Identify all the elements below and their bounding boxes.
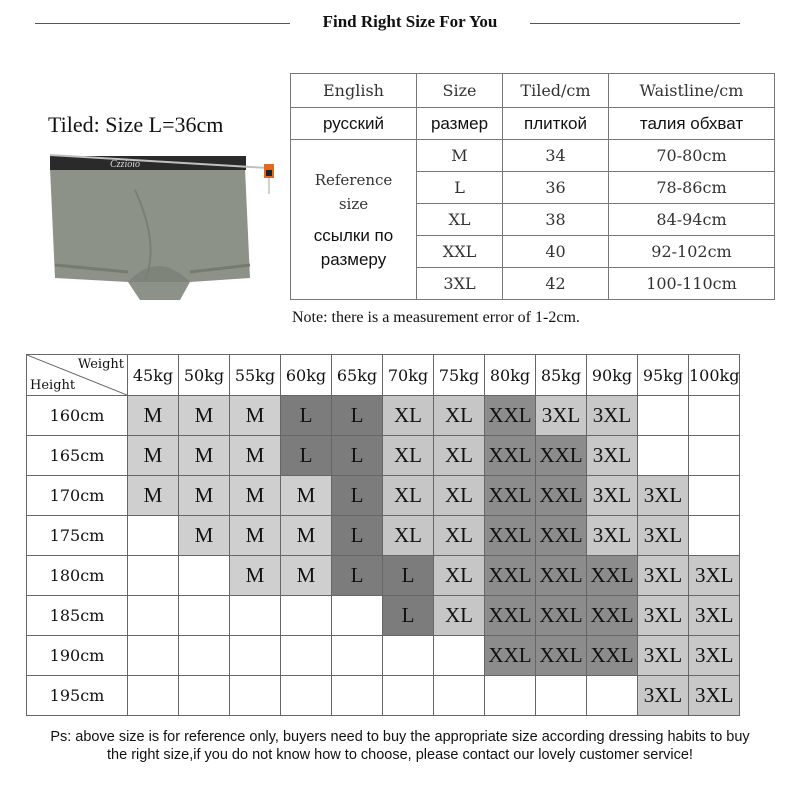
ref-tiled: 40 [503, 236, 609, 268]
height-header: 195cm [27, 676, 128, 716]
size-cell [179, 676, 230, 716]
size-cell: 3XL [689, 676, 740, 716]
size-cell: XXL [587, 596, 638, 636]
footer-line-1: Ps: above size is for reference only, buyers need to buy the appropriate size according dressing habits to buy [50, 729, 750, 745]
ref-size: M [417, 140, 503, 172]
weight-header: 50kg [179, 355, 230, 396]
size-cell: M [128, 436, 179, 476]
weight-header: 90kg [587, 355, 638, 396]
size-cell: XXL [536, 636, 587, 676]
footer-disclaimer [20, 728, 780, 764]
size-cell: L [332, 436, 383, 476]
size-cell: XXL [587, 556, 638, 596]
size-cell: 3XL [587, 396, 638, 436]
size-cell [179, 636, 230, 676]
grid-row [27, 636, 740, 676]
brand-logo-text: Czzioio [110, 159, 141, 170]
size-cell [689, 396, 740, 436]
size-cell: 3XL [689, 636, 740, 676]
ref-tiled: 36 [503, 172, 609, 204]
size-cell [281, 636, 332, 676]
size-cell [689, 476, 740, 516]
size-cell: XXL [587, 636, 638, 676]
size-cell: M [230, 396, 281, 436]
reference-size-label [291, 140, 417, 300]
reference-label-ru: ссылки по размеру [313, 225, 394, 269]
weight-axis-label: Weight [77, 357, 124, 372]
size-cell: 3XL [638, 636, 689, 676]
size-cell [332, 596, 383, 636]
weight-header: 45kg [128, 355, 179, 396]
size-cell: L [332, 516, 383, 556]
size-cell [230, 636, 281, 676]
size-cell: L [383, 556, 434, 596]
size-cell [689, 516, 740, 556]
header-razmer: размер [417, 108, 503, 140]
header-rule-right [530, 23, 740, 24]
height-header: 180cm [27, 556, 128, 596]
height-header: 185cm [27, 596, 128, 636]
size-cell: 3XL [638, 596, 689, 636]
size-cell: M [179, 396, 230, 436]
page-title: Find Right Size For You [322, 12, 498, 31]
grid-row [27, 596, 740, 636]
ref-waist: 78-86cm [609, 172, 775, 204]
ref-waist: 100-110cm [609, 268, 775, 300]
size-cell: 3XL [587, 436, 638, 476]
height-header: 160cm [27, 396, 128, 436]
size-cell: M [128, 396, 179, 436]
size-cell: XXL [485, 436, 536, 476]
weight-header: 70kg [383, 355, 434, 396]
ref-waist: 84-94cm [609, 204, 775, 236]
size-cell: XXL [485, 636, 536, 676]
size-cell: XL [434, 476, 485, 516]
size-cell: XXL [536, 516, 587, 556]
weight-header: 80kg [485, 355, 536, 396]
ref-tiled: 34 [503, 140, 609, 172]
header-plitkoy: плиткой [503, 108, 609, 140]
size-cell [128, 676, 179, 716]
size-cell: XL [434, 596, 485, 636]
size-cell: L [281, 396, 332, 436]
size-cell [587, 676, 638, 716]
ref-size: XL [417, 204, 503, 236]
tiled-caption: Tiled: Size L=36cm [48, 112, 224, 137]
size-cell: XXL [485, 476, 536, 516]
size-cell [536, 676, 587, 716]
underwear-product-image [40, 150, 290, 310]
grid-row [27, 516, 740, 556]
size-cell: XL [434, 396, 485, 436]
ref-size: XXL [417, 236, 503, 268]
size-cell: 3XL [587, 476, 638, 516]
size-cell: L [332, 556, 383, 596]
size-cell [128, 636, 179, 676]
header-tiled: Tiled/cm [503, 74, 609, 108]
size-cell: XL [434, 556, 485, 596]
size-cell: XXL [485, 396, 536, 436]
weight-header: 65kg [332, 355, 383, 396]
size-cell: M [230, 476, 281, 516]
size-cell: M [179, 516, 230, 556]
ref-size: L [417, 172, 503, 204]
size-cell: M [230, 556, 281, 596]
size-cell: 3XL [689, 596, 740, 636]
reference-size-table [290, 73, 775, 300]
reference-label-en: Reference size [314, 170, 393, 213]
header-taliya: талия обхват [609, 108, 775, 140]
size-grid-table [26, 354, 740, 716]
measurement-note: Note: there is a measurement error of 1-2cm. [292, 309, 580, 326]
header-russian: русский [291, 108, 417, 140]
size-cell: XXL [485, 596, 536, 636]
ref-waist: 70-80cm [609, 140, 775, 172]
size-cell [128, 516, 179, 556]
size-cell [332, 636, 383, 676]
grid-row [27, 476, 740, 516]
size-cell [689, 436, 740, 476]
size-cell [281, 676, 332, 716]
size-cell [434, 676, 485, 716]
height-header: 190cm [27, 636, 128, 676]
size-cell: XL [383, 436, 434, 476]
size-cell [638, 436, 689, 476]
size-cell [434, 636, 485, 676]
size-cell [383, 636, 434, 676]
header-waistline: Waistline/cm [609, 74, 775, 108]
grid-row [27, 556, 740, 596]
size-cell [638, 396, 689, 436]
size-cell: XXL [536, 556, 587, 596]
header-english: English [291, 74, 417, 108]
size-cell: XXL [536, 476, 587, 516]
size-cell: M [281, 516, 332, 556]
size-cell: XXL [485, 516, 536, 556]
size-cell: M [281, 556, 332, 596]
size-cell [332, 676, 383, 716]
grid-row [27, 396, 740, 436]
size-cell: XL [434, 516, 485, 556]
size-cell: M [281, 476, 332, 516]
size-cell [281, 596, 332, 636]
size-cell: XL [383, 476, 434, 516]
size-cell [128, 596, 179, 636]
size-cell: M [230, 516, 281, 556]
size-cell [383, 676, 434, 716]
size-cell: XL [383, 396, 434, 436]
size-cell: L [332, 476, 383, 516]
size-cell: M [179, 436, 230, 476]
size-cell: XL [383, 516, 434, 556]
ref-size: 3XL [417, 268, 503, 300]
size-cell: XXL [536, 436, 587, 476]
ref-tiled: 42 [503, 268, 609, 300]
weight-header: 95kg [638, 355, 689, 396]
size-cell: XXL [536, 596, 587, 636]
height-header: 170cm [27, 476, 128, 516]
ref-tiled: 38 [503, 204, 609, 236]
size-cell: 3XL [536, 396, 587, 436]
size-cell: 3XL [638, 476, 689, 516]
size-cell: XXL [485, 556, 536, 596]
size-cell: 3XL [689, 556, 740, 596]
size-cell [179, 596, 230, 636]
size-cell [485, 676, 536, 716]
grid-row [27, 676, 740, 716]
footer-line-2: the right size,if you do not know how to choose, please contact our lovely customer service! [107, 747, 693, 763]
ref-waist: 92-102cm [609, 236, 775, 268]
weight-header: 75kg [434, 355, 485, 396]
height-axis-label: Height [30, 378, 76, 393]
size-cell: 3XL [638, 556, 689, 596]
weight-header: 100kg [689, 355, 740, 396]
size-cell: L [383, 596, 434, 636]
weight-header: 85kg [536, 355, 587, 396]
size-cell: M [179, 476, 230, 516]
weight-header: 55kg [230, 355, 281, 396]
size-cell: 3XL [638, 676, 689, 716]
grid-row [27, 436, 740, 476]
size-cell: L [281, 436, 332, 476]
size-cell: M [230, 436, 281, 476]
header-size: Size [417, 74, 503, 108]
height-header: 175cm [27, 516, 128, 556]
size-cell [128, 556, 179, 596]
grid-corner [27, 355, 128, 396]
size-cell: L [332, 396, 383, 436]
height-header: 165cm [27, 436, 128, 476]
size-cell [179, 556, 230, 596]
size-cell: 3XL [638, 516, 689, 556]
size-cell: 3XL [587, 516, 638, 556]
size-cell [230, 676, 281, 716]
size-cell [230, 596, 281, 636]
weight-header: 60kg [281, 355, 332, 396]
size-cell: M [128, 476, 179, 516]
header-rule-left [35, 23, 290, 24]
size-cell: XL [434, 436, 485, 476]
